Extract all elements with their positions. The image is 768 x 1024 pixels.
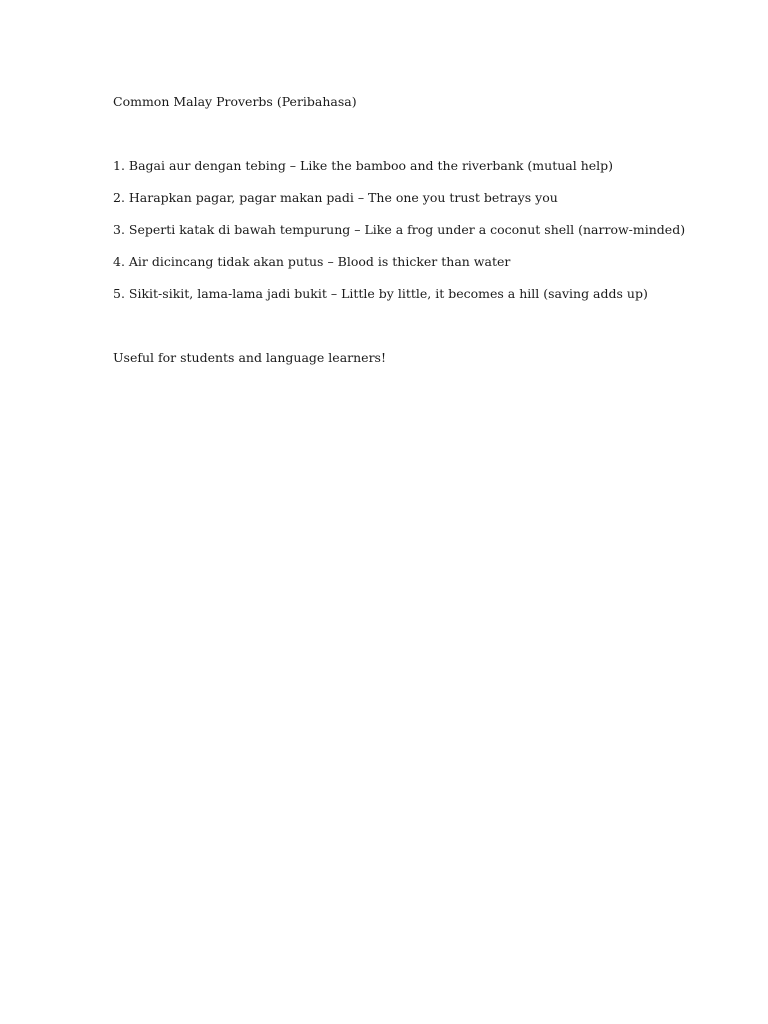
proverb-item: 4. Air dicincang tidak akan putus – Blood is thicker than water <box>113 254 511 269</box>
proverb-item: 2. Harapkan pagar, pagar makan padi – The one you trust betrays you <box>113 190 558 205</box>
proverb-item: 3. Seperti katak di bawah tempurung – Like a frog under a coconut shell (narrow-minded) <box>113 222 686 237</box>
proverb-item: 5. Sikit-sikit, lama-lama jadi bukit – Little by little, it becomes a hill (saving adds up) <box>113 286 648 301</box>
document-footer-note: Useful for students and language learners! <box>113 350 386 365</box>
document-title: Common Malay Proverbs (Peribahasa) <box>113 94 357 109</box>
proverb-item: 1. Bagai aur dengan tebing – Like the bamboo and the riverbank (mutual help) <box>113 158 614 173</box>
